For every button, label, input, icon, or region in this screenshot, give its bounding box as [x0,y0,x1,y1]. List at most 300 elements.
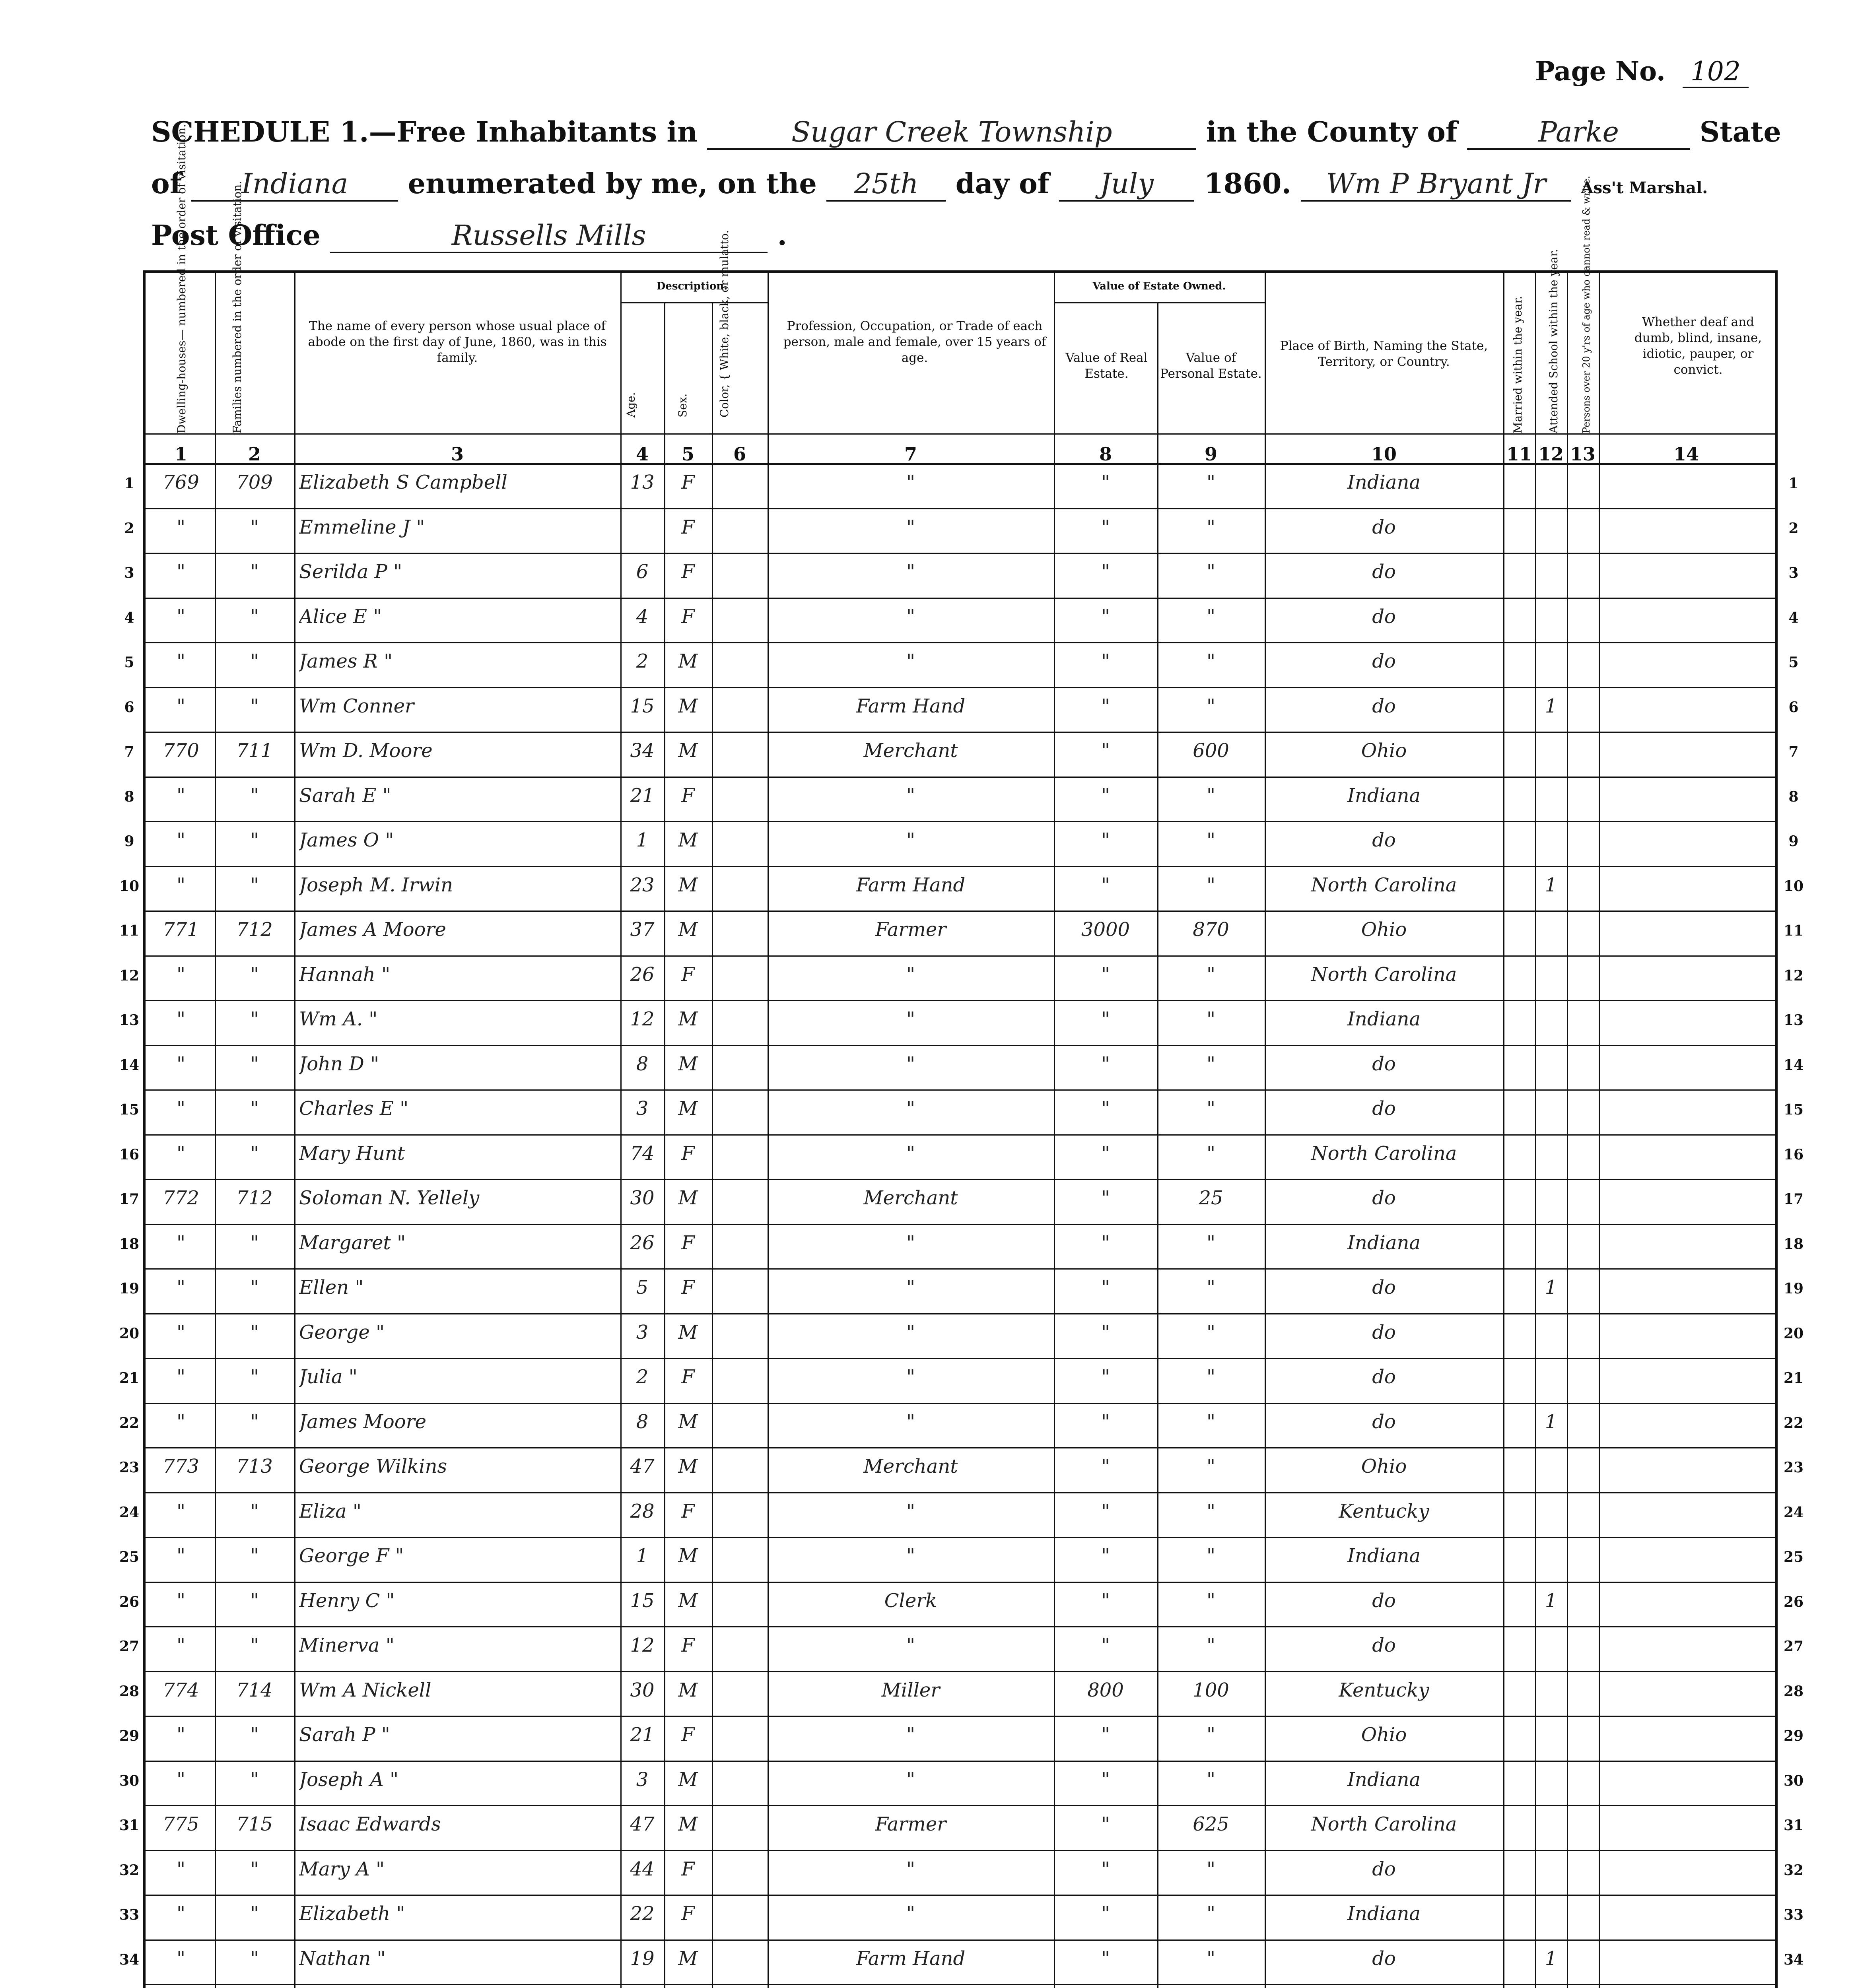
cell-sex: M [678,1410,698,1433]
cell-birth: do [1372,1187,1396,1209]
cell-fam: " [250,1321,259,1343]
row-number-right: 1 [1788,475,1799,492]
cell-fam: " [250,1052,259,1075]
cell-pers: " [1206,784,1216,807]
row-number-right: 18 [1783,1235,1804,1252]
row-number-left: 6 [124,699,134,716]
cell-sex: M [678,1947,698,1970]
cell-fam: 714 [236,1679,273,1701]
header-description: Description. [656,280,728,292]
cell-name: Wm Conner [299,695,414,717]
column-number: 3 [451,443,464,465]
header-line-1 [151,115,1781,150]
cell-dw: 769 [163,471,199,493]
cell-s: 1 [1545,695,1557,717]
header-condition: Whether deaf and dumb, blind, insane, idiotic, pauper, or convict. [1634,315,1762,377]
cell-pers: " [1206,695,1216,717]
row-number-right: 12 [1783,967,1804,984]
row-rule [143,1582,1778,1583]
row-number-left: 23 [119,1459,140,1476]
cell-dw: " [176,1097,186,1120]
column-rule [1599,270,1600,1988]
cell-birth: do [1372,829,1396,851]
cell-fam: 711 [236,740,273,762]
row-number-left: 21 [119,1370,140,1386]
cell-real: 800 [1087,1679,1124,1701]
cell-dw: " [176,829,186,851]
row-rule [143,732,1778,733]
cell-age: 30 [630,1679,655,1701]
column-number: 8 [1099,443,1112,465]
header-school: Attended School within the year. [1547,249,1560,433]
cell-pers: 600 [1193,740,1229,762]
header-value-estate: Value of Estate Owned. [1092,280,1226,292]
cell-sex: F [681,1634,695,1656]
post-office-label: Post Office [151,219,321,252]
county-label: in the County of [1206,115,1458,148]
cell-pers: " [1206,1276,1216,1299]
cell-age: 21 [630,1724,655,1746]
township-field: Sugar Creek Township [707,116,1196,150]
cell-sex: M [678,695,698,717]
cell-dw: " [176,1366,186,1388]
cell-name: Elizabeth S Campbell [299,471,507,493]
schedule-title: SCHEDULE 1.—Free Inhabitants in [151,115,698,148]
row-rule [143,1850,1778,1851]
cell-dw: " [176,695,186,717]
cell-dw: 773 [163,1455,199,1477]
row-number-left: 19 [119,1280,140,1297]
day-of-label: day of [955,167,1049,200]
row-rule [143,1671,1778,1672]
cell-pers: " [1206,1142,1216,1165]
cell-age: 8 [636,1052,649,1075]
cell-birth: Indiana [1347,784,1421,807]
header-occupation: Profession, Occupation, or Trade of each person, male and female, over 15 years of age. [783,319,1046,365]
header-illiterate: Persons over 20 y'rs of age who cannot read & write. [1581,175,1592,433]
cell-occ: " [906,1545,915,1567]
cell-name: Joseph M. Irwin [299,874,453,896]
row-number-left: 22 [119,1414,140,1431]
row-rule [143,777,1778,778]
cell-pers: 25 [1199,1187,1223,1209]
row-number-right: 16 [1783,1146,1804,1163]
row-number-right: 15 [1783,1101,1804,1118]
row-number-right: 4 [1788,609,1799,626]
cell-age: 30 [630,1187,655,1209]
cell-name: George F " [299,1545,404,1567]
cell-name: James A Moore [299,918,446,941]
cell-dw: " [176,963,186,986]
row-rule [143,1761,1778,1762]
cell-occ: " [906,1903,915,1925]
cell-real: " [1101,695,1110,717]
row-rule [143,687,1778,688]
cell-dw: " [176,1634,186,1656]
cell-birth: North Carolina [1311,874,1457,896]
cell-real: " [1101,1276,1110,1299]
column-number: 11 [1506,443,1532,465]
row-rule [143,1089,1778,1091]
cell-birth: Indiana [1347,1231,1421,1254]
cell-occ: Farmer [875,918,946,941]
cell-name: James Moore [299,1410,426,1433]
row-rule [143,1626,1778,1627]
cell-occ: " [906,561,915,583]
cell-birth: Ohio [1361,1455,1407,1477]
cell-sex: M [678,1321,698,1343]
post-office-field: Russells Mills [330,219,768,253]
cell-dw: " [176,1724,186,1746]
row-number-left: 30 [119,1772,140,1789]
cell-real: " [1101,1589,1110,1612]
cell-real: " [1101,1097,1110,1120]
cell-sex: F [681,1366,695,1388]
cell-occ: " [906,1321,915,1343]
cell-sex: M [678,1768,698,1791]
cell-sex: M [678,740,698,762]
row-number-right: 20 [1783,1325,1804,1342]
cell-birth: Kentucky [1339,1679,1429,1701]
row-number-left: 16 [119,1146,140,1163]
cell-name: Henry C " [299,1589,395,1612]
row-number-left: 7 [124,744,134,760]
cell-age: 28 [630,1500,655,1522]
cell-name: Eliza " [299,1500,361,1522]
cell-dw: " [176,1052,186,1075]
cell-pers: " [1206,829,1216,851]
cell-pers: " [1206,561,1216,583]
row-number-left: 11 [119,922,140,939]
column-rule [664,302,665,1988]
cell-dw: " [176,1858,186,1880]
cell-sex: F [681,605,695,628]
row-number-right: 26 [1783,1593,1804,1610]
cell-age: 47 [630,1455,655,1477]
row-rule [143,642,1778,643]
cell-real: " [1101,1813,1110,1835]
cell-pers: " [1206,1947,1216,1970]
cell-dw: " [176,605,186,628]
cell-s: 1 [1545,1410,1557,1433]
cell-name: Alice E " [299,605,382,628]
row-number-right: 21 [1783,1370,1804,1386]
cell-pers: " [1206,874,1216,896]
cell-dw: " [176,561,186,583]
cell-sex: M [678,1545,698,1567]
cell-real: 3000 [1081,918,1130,941]
cell-real: " [1101,471,1110,493]
cell-fam: " [250,1142,259,1165]
of-label: of [151,167,182,200]
row-number-left: 13 [119,1012,140,1029]
row-number-left: 24 [119,1504,140,1521]
cell-occ: " [906,1634,915,1656]
cell-age: 12 [630,1008,655,1030]
cell-occ: " [906,1097,915,1120]
cell-occ: Farm Hand [856,874,966,896]
cell-name: Sarah E " [299,784,391,807]
cell-pers: " [1206,1724,1216,1746]
cell-pers: " [1206,1589,1216,1612]
cell-sex: F [681,1903,695,1925]
cell-real: " [1101,1366,1110,1388]
cell-real: " [1101,829,1110,851]
cell-sex: M [678,918,698,941]
row-number-right: 5 [1788,654,1799,671]
row-number-left: 12 [119,967,140,984]
page-number: 102 [1683,56,1749,88]
cell-occ: " [906,1142,915,1165]
cell-fam: " [250,784,259,807]
cell-sex: M [678,1097,698,1120]
cell-age: 1 [636,829,649,851]
cell-real: " [1101,1455,1110,1477]
cell-sex: M [678,874,698,896]
cell-dw: " [176,650,186,672]
cell-sex: F [681,1500,695,1522]
row-rule [143,1224,1778,1225]
row-number-right: 28 [1783,1683,1804,1700]
header-personal-estate: Value of Personal Estate. [1160,351,1262,381]
cell-sex: M [678,1813,698,1835]
row-rule [143,1134,1778,1136]
row-number-left: 26 [119,1593,140,1610]
row-number-left: 28 [119,1683,140,1700]
cell-occ: " [906,471,915,493]
row-rule [143,1313,1778,1314]
row-number-left: 2 [124,520,134,537]
cell-pers: " [1206,516,1216,538]
cell-birth: Indiana [1347,1768,1421,1791]
row-number-left: 9 [124,833,134,850]
cell-fam: 713 [236,1455,273,1477]
row-number-right: 31 [1783,1817,1804,1834]
row-rule [143,1268,1778,1270]
cell-birth: do [1372,605,1396,628]
cell-fam: " [250,605,259,628]
cell-occ: " [906,1768,915,1791]
cell-birth: do [1372,1321,1396,1343]
row-number-right: 27 [1783,1638,1804,1655]
cell-birth: Indiana [1347,1545,1421,1567]
cell-sex: M [678,1455,698,1477]
row-number-left: 3 [124,565,134,581]
column-rule [1157,302,1158,1988]
cell-name: Charles E " [299,1097,409,1120]
header-birthplace: Place of Birth, Naming the State, Territory, or Country. [1280,339,1488,369]
cell-dw: " [176,874,186,896]
cell-dw: " [176,1903,186,1925]
cell-s: 1 [1545,874,1557,896]
cell-fam: " [250,516,259,538]
row-number-left: 20 [119,1325,140,1342]
row-rule [143,1895,1778,1896]
cell-occ: " [906,605,915,628]
cell-real: " [1101,1768,1110,1791]
cell-real: " [1101,1410,1110,1433]
cell-dw: " [176,1768,186,1791]
cell-dw: " [176,516,186,538]
row-number-right: 9 [1788,833,1799,850]
cell-name: George Wilkins [299,1455,447,1477]
cell-age: 34 [630,740,655,762]
cell-fam: " [250,829,259,851]
cell-fam: " [250,695,259,717]
cell-sex: M [678,650,698,672]
cell-fam: " [250,1008,259,1030]
row-rule [143,553,1778,554]
cell-occ: Merchant [863,740,958,762]
cell-birth: do [1372,1410,1396,1433]
cell-real: " [1101,1724,1110,1746]
cell-occ: " [906,963,915,986]
cell-real: " [1101,1500,1110,1522]
cell-fam: " [250,874,259,896]
row-number-left: 10 [119,878,140,895]
row-rule [143,1716,1778,1717]
cell-fam: " [250,561,259,583]
cell-name: Emmeline J " [299,516,425,538]
cell-dw: 770 [163,740,199,762]
cell-birth: do [1372,561,1396,583]
cell-age: 6 [636,561,649,583]
header-line-3 [151,219,787,253]
cell-age: 15 [630,695,655,717]
cell-real: " [1101,1231,1110,1254]
column-number: 4 [635,443,649,465]
cell-dw: " [176,1142,186,1165]
cell-sex: F [681,516,695,538]
row-rule [143,821,1778,822]
state-field: Indiana [191,167,398,202]
cell-s: 1 [1545,1589,1557,1612]
cell-name: Hannah " [299,963,391,986]
row-number-right: 23 [1783,1459,1804,1476]
cell-fam: " [250,1366,259,1388]
cell-pers: " [1206,1634,1216,1656]
row-rule [143,1403,1778,1404]
cell-age: 13 [630,471,655,493]
cell-fam: " [250,1231,259,1254]
cell-occ: " [906,1008,915,1030]
row-rule [620,302,768,303]
column-rule [768,270,769,1988]
cell-birth: do [1372,1589,1396,1612]
cell-age: 21 [630,784,655,807]
row-rule [143,1358,1778,1359]
marshal-field: Wm P Bryant Jr [1301,167,1571,202]
cell-s: 1 [1545,1276,1557,1299]
cell-age: 26 [630,963,655,986]
row-number-right: 11 [1783,922,1804,939]
cell-real: " [1101,1321,1110,1343]
row-number-left: 25 [119,1549,140,1565]
header-color: Color, { White, black, or mulatto. [718,230,731,417]
cell-name: Sarah P " [299,1724,390,1746]
cell-occ: " [906,1052,915,1075]
row-rule [143,1447,1778,1448]
row-number-left: 32 [119,1862,140,1879]
cell-fam: " [250,1500,259,1522]
row-number-right: 6 [1788,699,1799,716]
cell-birth: Ohio [1361,1724,1407,1746]
cell-real: " [1101,1858,1110,1880]
column-number: 7 [904,443,917,465]
cell-occ: " [906,1231,915,1254]
cell-dw: " [176,1276,186,1299]
column-rule [294,270,295,1988]
cell-name: George " [299,1321,385,1343]
cell-real: " [1101,1142,1110,1165]
cell-pers: 625 [1193,1813,1229,1835]
row-rule [143,508,1778,509]
cell-age: 23 [630,874,655,896]
header-sex: Sex. [676,393,689,417]
cell-age: 1 [636,1545,649,1567]
row-number-right: 10 [1783,878,1804,895]
cell-real: " [1101,784,1110,807]
cell-pers: " [1206,1008,1216,1030]
column-number: 5 [681,443,694,465]
cell-name: Nathan " [299,1947,386,1970]
cell-birth: do [1372,1052,1396,1075]
cell-pers: " [1206,1366,1216,1388]
cell-real: " [1101,1008,1110,1030]
column-rule [620,270,622,1988]
cell-birth: Ohio [1361,918,1407,941]
enumerated-label: enumerated by me, on the [408,167,817,200]
column-rule [1567,270,1568,1988]
cell-name: Joseph A " [299,1768,399,1791]
cell-pers: " [1206,1455,1216,1477]
cell-real: " [1101,1903,1110,1925]
cell-real: " [1101,605,1110,628]
cell-fam: " [250,963,259,986]
row-rule [143,1805,1778,1806]
page-number-label: Page No. [1535,56,1665,87]
cell-pers: " [1206,1903,1216,1925]
cell-birth: Kentucky [1339,1500,1429,1522]
cell-birth: do [1372,1858,1396,1880]
row-rule [143,433,1778,435]
cell-birth: Indiana [1347,471,1421,493]
cell-sex: M [678,1679,698,1701]
cell-dw: " [176,1321,186,1343]
cell-fam: " [250,1903,259,1925]
cell-age: 47 [630,1813,655,1835]
row-number-right: 25 [1783,1549,1804,1565]
column-number: 1 [174,443,187,465]
county-field: Parke [1467,116,1690,150]
cell-pers: " [1206,1858,1216,1880]
cell-birth: do [1372,1634,1396,1656]
cell-age: 37 [630,918,655,941]
cell-real: " [1101,561,1110,583]
cell-name: James O " [299,829,394,851]
row-rule [143,955,1778,957]
cell-birth: North Carolina [1311,1813,1457,1835]
cell-age: 2 [636,650,649,672]
cell-dw: " [176,1545,186,1567]
cell-dw: 774 [163,1679,199,1701]
row-number-right: 7 [1788,744,1799,760]
cell-real: " [1101,1052,1110,1075]
day-field: 25th [826,167,946,202]
cell-real: " [1101,963,1110,986]
cell-birth: Indiana [1347,1903,1421,1925]
row-number-left: 14 [119,1056,140,1074]
